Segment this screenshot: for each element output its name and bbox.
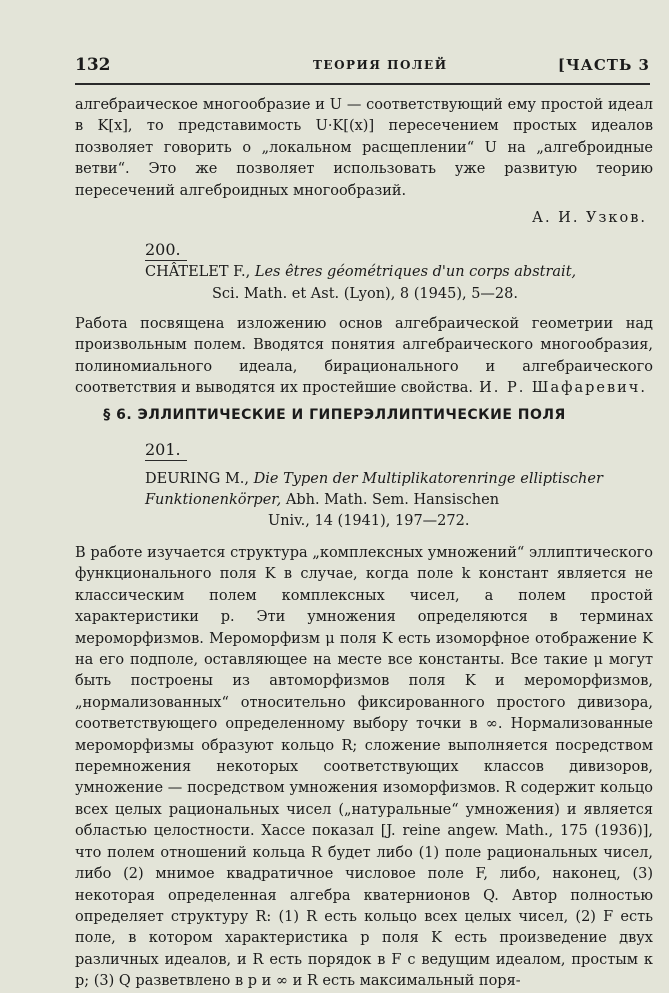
author: DEURING M., xyxy=(145,471,250,487)
source-200: Sci. Math. et Ast. (Lyon), 8 (1945), 5—28. xyxy=(212,286,518,302)
header-rule xyxy=(75,83,650,85)
page-number: 132 xyxy=(75,55,111,75)
section-title: § 6. ЭЛЛИПТИЧЕСКИЕ И ГИПЕРЭЛЛИПТИЧЕСКИЕ ПОЛЯ xyxy=(103,407,566,423)
entry-underline xyxy=(145,260,187,261)
entry-underline xyxy=(145,460,187,461)
review-200: Работа посвящена изложению основ алгебраической геометрии над произвольным полем. Вводятся понятия алгебраического многообразия, полиномиального идеала, бирационального и алгебраического соответствия и выводятся их простейшие свойства. xyxy=(75,316,653,397)
entry-number-200: 200. xyxy=(145,240,181,259)
running-header xyxy=(75,55,650,79)
signature-uzkov: А. И. Узков. xyxy=(531,210,647,226)
review-201: В работе изучается структура „комплексных умножений“ эллиптического функционального поля K в случае, когда поле k констант является не классическим полем комплексных чисел, а полем простой характеристики p. Эти умножения определяются в терминах мероморфизмов. Мероморфизм μ поля K есть изоморфное отображение K на его подполе, оставляющее на месте все константы. Все такие μ могут быть построены из автоморфизмов поля K и мероморфизмов, „нормализованных“ относительно фиксированного простого дивизора, соответствующего определенному выбору точки в ∞. Нормализованные мероморфизмы образуют кольцо R; сложение выполняется посредством перемножения некоторых соответствующих классов дивизоров, умножение — посредством умножения изоморфизмов. R содержит кольцо всех целых рациональных чисел („натуральные“ умножения) и является областью целостности. Хассе показал [J. reine angew. Math., 175 (1936)], что полем отношений кольца R будет либо (1) поле рациональных чисел, либо (2) мнимое квадратичное числовое поле F, либо, наконец, (3) некоторая определенная алгебра кватернионов Q. Автор полностью определяет структуру R: (1) R есть кольцо всех целых чисел, (2) F есть поле, в котором характеристика p поля K есть произведение двух различных идеалов, и R есть порядок в F с ведущим идеалом, простым к p; (3) Q разветвлено в p и ∞ и R есть максимальный поря- xyxy=(75,545,653,990)
source: Abh. Math. Sem. Hansischen xyxy=(285,492,500,508)
work-title: Funktionenkörper, xyxy=(145,492,282,508)
work-title: Les êtres géométriques d'un corps abstrait, xyxy=(254,264,577,280)
author: CHÂTELET F., xyxy=(145,264,251,280)
citation-201 xyxy=(145,469,635,490)
signature-shafarevich: И. Р. Шафаревич. xyxy=(479,380,647,396)
part-label: [ЧАСТЬ 3 xyxy=(557,56,650,74)
continued-paragraph: алгебраическое многообразие и U — соответствующий ему простой идеал в K[x], то представимость U·K[(x)] пересечением простых идеалов позволяет говорить о „локальном расщеплении“ U на „алгеброидные ветви“. Это же позволяет использовать уже развитую теорию пересечений алгеброидных многообразий. xyxy=(75,97,653,199)
running-title: ТЕОРИЯ ПОЛЕЙ xyxy=(313,58,448,72)
work-title: Die Typen der Multiplikatorenringe elliptischer xyxy=(253,471,603,487)
source-201: Univ., 14 (1941), 197—272. xyxy=(268,513,470,529)
citation-200 xyxy=(145,262,635,283)
citation-201-line2 xyxy=(145,490,635,511)
entry-number-201: 201. xyxy=(145,440,181,459)
